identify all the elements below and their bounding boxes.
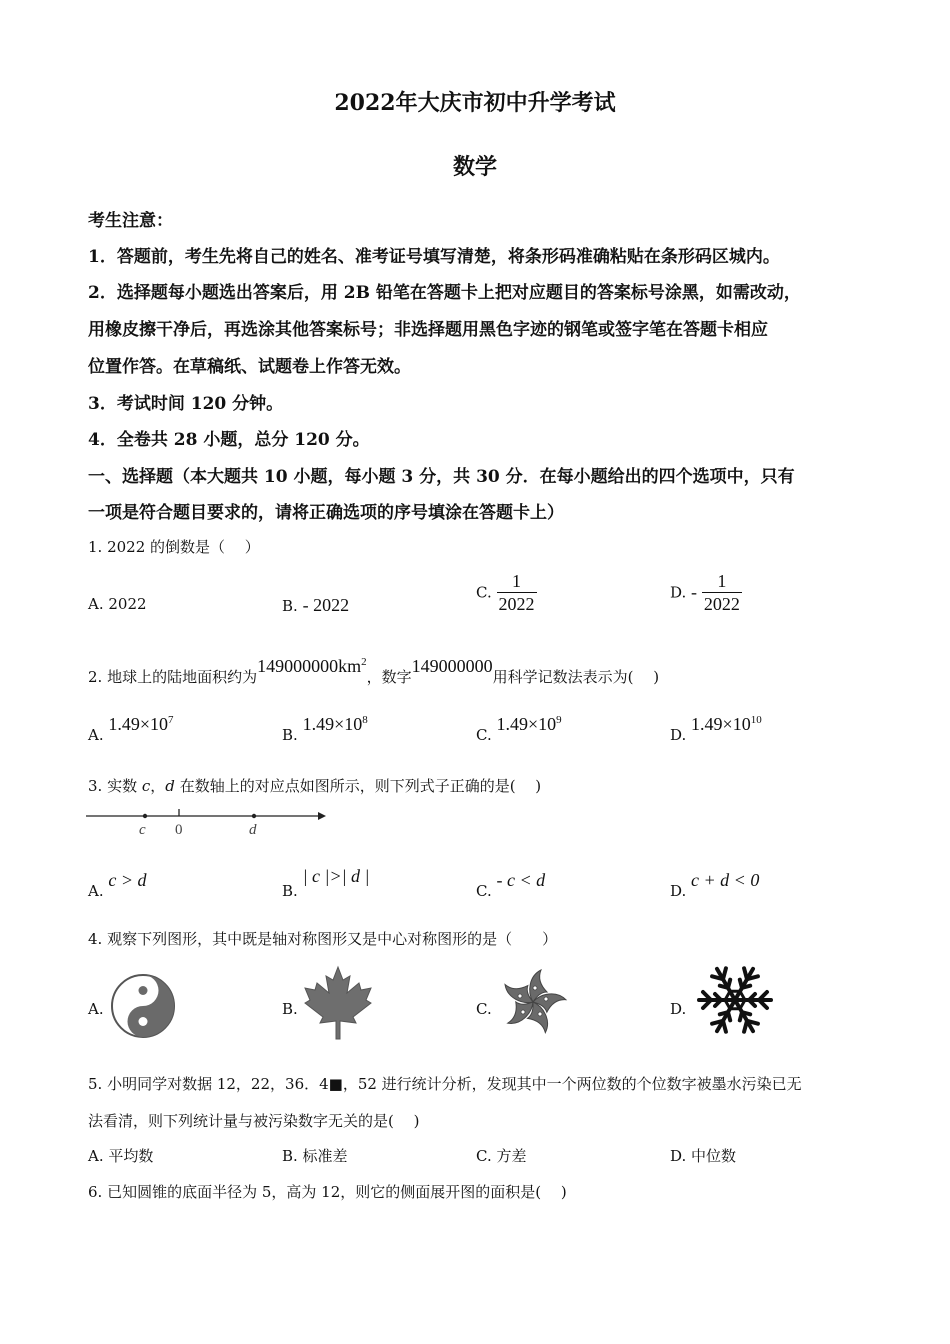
- q5-option-b[interactable]: B. 标准差: [282, 1147, 348, 1165]
- label-d: d: [249, 822, 257, 838]
- notes-heading: 考生注意：: [88, 211, 173, 231]
- q2-stem: [88, 656, 659, 687]
- q4-option-b-label[interactable]: B.: [282, 1000, 298, 1018]
- minus-sign: -: [691, 582, 698, 602]
- var-c: c: [141, 777, 151, 795]
- q2-option-b[interactable]: [282, 714, 368, 744]
- q1-option-d[interactable]: [670, 570, 742, 615]
- option-value: [108, 714, 173, 734]
- note-1: 1．答题前，考生先将自己的姓名、准考证号填写清楚，将条形码准确粘贴在条形码区城内。: [88, 247, 780, 267]
- base: 1.49×10: [691, 714, 751, 734]
- exponent: 9: [556, 714, 562, 726]
- snowflake-icon[interactable]: [694, 963, 776, 1037]
- option-label: A.: [88, 882, 104, 900]
- q3-stem-part-b: 在数轴上的对应点如图所示，则下列式子正确的是( ): [179, 777, 542, 795]
- section1-heading-line2: 一项是符合题目要求的，请将正确选项的序号填涂在答题卡上）: [88, 503, 564, 523]
- option-label: C.: [476, 583, 492, 602]
- arrow-icon: [318, 812, 326, 820]
- yin-yang-icon[interactable]: [110, 973, 176, 1039]
- q6-stem: 6. 已知圆锥的底面半径为 5，高为 12，则它的侧面展开图的面积是( ): [88, 1183, 567, 1201]
- note-2b: 用橡皮擦干净后，再选涂其他答案标号；非选择题用黑色字迹的钢笔或签字笔在答题卡相应: [88, 320, 768, 340]
- option-value: [691, 714, 762, 734]
- option-value: 2022: [108, 595, 147, 613]
- base: 1.49×10: [496, 714, 557, 734]
- q5-option-c[interactable]: C. 方差: [476, 1147, 527, 1165]
- option-label: C.: [476, 726, 492, 744]
- note-2a: 2．选择题每小题选出答案后，用 2B 铅笔在答题卡上把对应题目的答案标号涂黑，如需改动，: [88, 283, 801, 303]
- q1-stem: 1. 2022 的倒数是（ ）: [88, 538, 260, 556]
- q2-option-d[interactable]: [670, 714, 762, 744]
- q3-option-a[interactable]: [88, 870, 147, 900]
- exponent: 7: [168, 714, 174, 726]
- option-value: [497, 714, 562, 734]
- q1-option-c[interactable]: [476, 570, 537, 615]
- option-value: | c |>| d |: [302, 866, 370, 886]
- number-value: 149000000: [411, 656, 493, 676]
- q4-option-c-label[interactable]: C.: [476, 1000, 492, 1018]
- label-0: 0: [175, 822, 183, 838]
- q2-option-c[interactable]: [476, 714, 562, 744]
- q4-option-d-label[interactable]: D.: [670, 1000, 687, 1018]
- q5-option-d[interactable]: D. 中位数: [670, 1147, 737, 1165]
- q3-option-d[interactable]: [670, 870, 759, 900]
- note-4: 4．全卷共 28 小题，总分 120 分。: [88, 430, 370, 450]
- option-label: B.: [282, 597, 298, 615]
- fraction: [702, 570, 742, 615]
- label-c: c: [139, 822, 146, 838]
- note-2c: 位置作答。在草稿纸、试题卷上作答无效。: [88, 357, 411, 377]
- option-label: A.: [88, 726, 104, 744]
- denominator: 2022: [703, 594, 740, 614]
- numerator: 1: [512, 571, 521, 591]
- option-value: - 2022: [302, 595, 350, 615]
- q4-stem: 4. 观察下列图形，其中既是轴对称图形又是中心对称图形的是（ ）: [88, 930, 558, 948]
- q2-option-a[interactable]: [88, 714, 174, 744]
- bauhinia-flower-icon[interactable]: [498, 967, 568, 1037]
- q2-stem-part-c: 用科学记数法表示为( ): [492, 668, 660, 686]
- point-d: [252, 814, 256, 818]
- option-label: B.: [282, 882, 298, 900]
- base: 1.49×10: [108, 714, 169, 734]
- exponent: 8: [362, 714, 368, 726]
- fraction: [497, 570, 537, 615]
- note-3: 3．考试时间 120 分钟。: [88, 394, 284, 414]
- land-area-value: 149000000km: [257, 656, 362, 676]
- option-label: D.: [670, 726, 687, 744]
- q4-option-a-label[interactable]: A.: [88, 1000, 104, 1018]
- option-value: c > d: [108, 870, 147, 890]
- option-value: - c < d: [496, 870, 546, 890]
- numerator: 1: [717, 571, 727, 591]
- q3-option-b[interactable]: [282, 866, 370, 900]
- q3-stem: [88, 775, 541, 796]
- base: 1.49×10: [302, 714, 363, 734]
- q5-stem-line2: 法看清，则下列统计量与被污染数字无关的是( ): [88, 1112, 420, 1130]
- option-label: B.: [282, 726, 298, 744]
- exam-title: 2022年大庆市初中升学考试: [334, 90, 616, 116]
- point-c: [143, 814, 147, 818]
- option-value: c + d < 0: [691, 870, 760, 890]
- option-label: D.: [670, 583, 687, 602]
- q3-option-c[interactable]: [476, 870, 545, 900]
- land-area: [257, 656, 367, 676]
- section1-heading-line1: 一、选择题（本大题共 10 小题，每小题 3 分，共 30 分．在每小题给出的四个选项中，只有: [88, 467, 795, 487]
- q1-option-a[interactable]: [88, 595, 147, 613]
- exponent: 10: [750, 714, 762, 726]
- separator: ，: [150, 777, 166, 795]
- land-area-unit-exp: 2: [361, 656, 367, 668]
- option-label: C.: [476, 882, 492, 900]
- subject-title: 数学: [452, 154, 497, 180]
- option-label: D.: [670, 882, 687, 900]
- q2-stem-part-a: 2. 地球上的陆地面积约为: [88, 668, 258, 686]
- q5-stem-line1: 5. 小明同学对数据 12，22，36．4■，52 进行统计分析，发现其中一个两位数的个位数字被墨水污染已无: [88, 1075, 802, 1093]
- q3-stem-part-a: 3. 实数: [88, 777, 138, 795]
- number-line-figure: [86, 806, 326, 840]
- denominator: 2022: [498, 594, 535, 614]
- option-label: A.: [88, 595, 104, 613]
- maple-leaf-icon[interactable]: [303, 965, 373, 1041]
- option-value: [303, 714, 368, 734]
- var-d: d: [165, 777, 175, 795]
- q1-option-b[interactable]: [282, 595, 349, 616]
- q5-option-a[interactable]: A. 平均数: [88, 1147, 154, 1165]
- q2-stem-part-b: ，数字: [366, 668, 412, 686]
